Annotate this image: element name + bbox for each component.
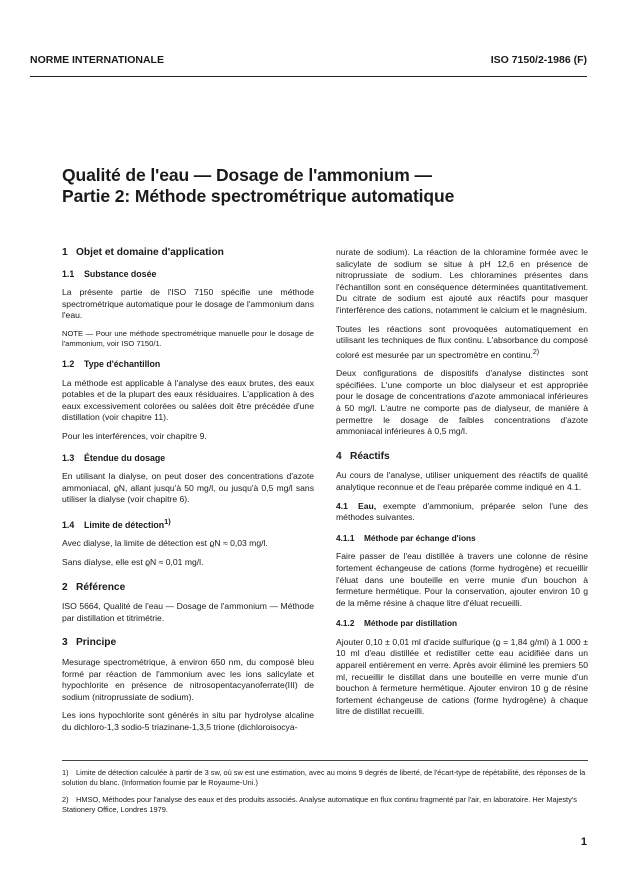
footnote-2: 2) HMSO, Méthodes pour l'analyse des eaux et des produits associés. Analyse automatique en flux continu fragmenté par l'air, en laboratoire. Her Majesty's Stationery Office, Londres 1979. xyxy=(62,795,577,814)
page-number: 1 xyxy=(580,836,587,848)
subsection-heading: 1.3 Étendue du dosage xyxy=(62,452,166,463)
paragraph: Les ions hypochlorite sont générés in situ par hydrolyse alcaline du dichloro-1,3 sodio-5 triazinane-1,3,5 trione (dichloroisocya- xyxy=(62,710,314,732)
paragraph: Faire passer de l'eau distillée à travers une colonne de résine fortement échangeuse de cations (forme hydrogène) et recueillir l'éluat dans une bouteille en verre munie d'un bouchon à fermeture hermétique. Pour la conservation, ajouter environ 10 g de la même résine à chaque litre d'éluat recueilli. xyxy=(336,551,588,608)
section-heading: 3 Principe xyxy=(62,637,117,649)
paragraph: Ajouter 0,10 ± 0,01 ml d'acide sulfurique (ϱ = 1,84 g/ml) à 1 000 ± 10 ml d'eau distillée et redistiller cette eau acidifiée dans un appareil entièrement en verre. Après avoir éliminé les premiers 50 ml, recueillir le distillat dans une bouteille en verre munie d'un bouchon à fermeture hermétique. Ajouter environ 10 g de résine fortement échangeuse de cations (forme hydrogène) à chaque litre de distillat recueilli. xyxy=(336,636,588,717)
paragraph: La présente partie de l'ISO 7150 spécifie une méthode spectrométrique automatique pour le dosage de l'ammonium dans l'eau. xyxy=(62,287,314,321)
paragraph: nurate de sodium). La réaction de la chloramine formée avec le salicylate de sodium se situe à pH 12,6 en présence de nitroprussiate de sodium. Les chloramines présentes dans l'échantillon sont en conséquence déterminées quantitativement. Du citrate de sodium est ajouté aux réactifs pour masquer l'interférence des cations, notamment le calcium et le magnésium. xyxy=(336,247,588,315)
right-column xyxy=(336,247,588,725)
standard-number: ISO 7150/2-1986 (F) xyxy=(490,54,587,66)
footnote-rule xyxy=(62,760,588,761)
section-heading: 4 Réactifs xyxy=(336,450,390,462)
section-heading: 1 Objet et domaine d'application xyxy=(62,247,224,258)
paragraph: 4.1 Eau, exempte d'ammonium, préparée selon l'une des méthodes suivantes. xyxy=(336,500,588,523)
subsection-heading: 1.1 Substance dosée xyxy=(62,268,157,279)
subsubsection-heading: 4.1.2 Méthode par distillation xyxy=(336,618,458,629)
document-title xyxy=(62,165,454,207)
footnote-1: 1) Limite de détection calculée à partir de 3 sw, où sw est une estimation, avec au moins 9 degrés de liberté, de l'écart-type de répétabilité, des réponses de la solution du blanc. (Information fournie par le Royaume-Uni.) xyxy=(62,768,586,787)
title-line-2: Partie 2: Méthode spectrométrique automatique xyxy=(62,186,455,206)
paragraph: ISO 5664, Qualité de l'eau — Dosage de l'ammonium — Méthode par distillation et titrimétrie. xyxy=(62,601,314,623)
subsection-heading: 1.4 Limite de détection$^{1)}$ xyxy=(62,516,171,530)
paragraph: La méthode est applicable à l'analyse des eaux brutes, des eaux potables et de la plupart des eaux résiduaires. L'application à des eaux excessivement colorées ou salées doit être précédée d'une distillation (voir chapitre 11). xyxy=(62,377,314,423)
standard-type: NORME INTERNATIONALE xyxy=(30,54,164,66)
header-rule xyxy=(30,76,587,77)
note: NOTE — Pour une méthode spectrométrique manuelle pour le dosage de l'ammonium, voir ISO 7150/1. xyxy=(62,328,314,348)
paragraph: Deux configurations de dispositifs d'analyse distinctes sont spécifiées. L'une comporte un bloc dialyseur et est appropriée pour le dosage de concentrations d'azote ammoniacal inférieures à 50 mg/l. L'autre ne comporte pas de dialyseur, de manière à permettre le dosage de faibles concentrations d'azote ammoniacal inférieures à 0,5 mg/l. xyxy=(336,368,588,437)
paragraph: Au cours de l'analyse, utiliser uniquement des réactifs de qualité analytique reconnue et de l'eau préparée comme indiqué en 4.1. xyxy=(336,470,588,492)
title-line-1: Qualité de l'eau — Dosage de l'ammonium — xyxy=(62,165,432,185)
subsubsection-heading: 4.1.1 Méthode par échange d'ions xyxy=(336,532,476,543)
paragraph: Sans dialyse, elle est ϱN ≈ 0,01 mg/l. xyxy=(62,557,204,568)
paragraph: Toutes les réactions sont provoquées automatiquement en utilisant les techniques de flux continu. L'absorbance du composé coloré est mesurée par un spectromètre en continu.$^{2)}$ xyxy=(336,323,588,360)
paragraph: Pour les interférences, voir chapitre 9. xyxy=(62,430,207,441)
paragraph: Avec dialyse, la limite de détection est ϱN ≈ 0,03 mg/l. xyxy=(62,538,268,549)
paragraph: Mesurage spectrométrique, à environ 650 nm, du composé bleu formé par réaction de l'ammonium avec les ions salicylate et hypochlorite en présence de nitrosopentacyanoferrate(III) de sodium (nitroprussiate de sodium). xyxy=(62,656,314,702)
footnote-ref[interactable]: 1) xyxy=(164,516,171,526)
paragraph: En utilisant la dialyse, on peut doser des concentrations d'azote ammoniacal, ϱN, allant jusqu'à 50 mg/l, ou jusqu'à 0,5 mg/l sans utiliser la dialyse (voir chapitre 6). xyxy=(62,471,314,505)
footnote-ref[interactable]: 2) xyxy=(532,347,540,356)
subsection-heading: 1.2 Type d'échantillon xyxy=(62,358,161,369)
left-column xyxy=(62,247,314,741)
section-heading: 2 Référence xyxy=(62,581,126,593)
